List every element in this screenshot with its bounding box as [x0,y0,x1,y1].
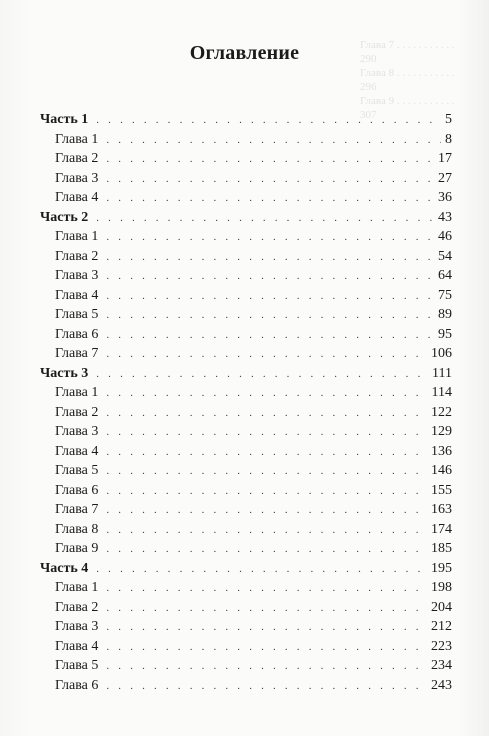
page-title: Оглавление [189,42,300,64]
dot-leader [96,209,434,229]
toc-entry-page-number: 17 [438,151,452,166]
toc-entry-page-number: 46 [438,229,452,244]
toc-chapter-entry [40,676,452,696]
toc-entry-label: Глава 2 [55,404,99,420]
toc-chapter-entry [40,403,452,423]
toc-chapter-entry [40,325,452,345]
dot-leader [106,677,427,697]
dot-leader [106,150,434,170]
toc-entry-page-number: 106 [431,346,452,361]
toc-entry-label: Глава 7 [55,502,99,517]
toc-entry-page-number: 5 [445,112,452,127]
toc-entry-page-number: 111 [432,365,452,381]
dot-leader [106,345,427,365]
toc-entry-page-number: 95 [438,326,452,342]
toc-chapter-entry [40,520,452,540]
toc-entry-page-number: 27 [438,170,452,186]
toc-entry-label: Глава 1 [55,229,99,244]
toc-chapter-entry [40,383,452,403]
dot-leader [106,599,427,619]
toc-part-entry [40,364,452,384]
toc-entry-page-number: 8 [445,131,452,147]
toc-entry-label: Часть 4 [40,560,89,576]
dot-leader [106,423,427,443]
toc-entry-page-number: 223 [431,638,452,654]
dot-leader [96,560,427,580]
toc-entry-label: Глава 1 [55,131,99,147]
dot-leader [106,501,427,521]
toc-chapter-entry [40,130,452,150]
toc-entry-page-number: 64 [438,268,452,283]
toc-chapter-entry [40,598,452,618]
toc-entry-page-number: 195 [431,560,452,576]
dot-leader [106,618,427,638]
toc-chapter-entry [40,247,452,267]
toc-entry-page-number: 129 [431,424,452,439]
toc-chapter-entry [40,305,452,325]
toc-entry-label: Глава 3 [55,170,99,186]
dot-leader [106,248,434,268]
table-of-contents [40,110,452,695]
dot-leader [106,384,427,404]
dot-leader [106,638,427,658]
toc-chapter-entry [40,227,452,247]
toc-entry-label: Глава 2 [55,248,99,264]
toc-entry-label: Часть 3 [40,365,89,381]
toc-entry-label: Глава 4 [55,638,99,654]
toc-chapter-entry [40,188,452,208]
dot-leader [106,287,434,307]
toc-entry-label: Глава 5 [55,307,99,322]
dot-leader [106,189,434,209]
toc-entry-page-number: 155 [431,482,452,498]
toc-part-entry [40,559,452,579]
toc-entry-page-number: 146 [431,463,452,478]
toc-entry-label: Глава 6 [55,482,99,498]
toc-chapter-entry [40,442,452,462]
toc-chapter-entry [40,344,452,364]
toc-chapter-entry [40,266,452,286]
toc-entry-label: Часть 2 [40,209,89,225]
toc-entry-label: Глава 4 [55,190,99,205]
toc-chapter-entry [40,481,452,501]
toc-entry-page-number: 163 [431,502,452,517]
toc-entry-page-number: 36 [438,190,452,205]
toc-entry-label: Глава 2 [55,151,99,166]
dot-leader [106,326,434,346]
toc-entry-page-number: 122 [431,404,452,420]
toc-entry-label: Глава 7 [55,346,99,361]
toc-entry-label: Часть 1 [40,112,89,127]
toc-entry-label: Глава 3 [55,619,99,634]
toc-entry-page-number: 212 [431,619,452,634]
toc-entry-label: Глава 4 [55,443,99,459]
toc-chapter-entry [40,637,452,657]
dot-leader [106,267,434,287]
dot-leader [106,170,434,190]
toc-entry-label: Глава 5 [55,658,99,673]
toc-chapter-entry [40,539,452,559]
toc-entry-label: Глава 1 [55,385,99,400]
dot-leader [106,228,434,248]
toc-chapter-entry [40,578,452,598]
toc-entry-page-number: 234 [431,658,452,673]
dot-leader [96,365,428,385]
show-through-text: Глава 7 . . . . . . . . . . . 290 Глава 8 . . . . . . . . . . . 296 Глава 9 . . . . . . . . . . . 307 [360,39,455,121]
toc-entry-label: Глава 6 [55,326,99,342]
toc-entry-label: Глава 8 [55,521,99,537]
dot-leader [106,657,427,677]
toc-part-entry [40,110,452,130]
dot-leader [96,111,441,131]
toc-chapter-entry [40,169,452,189]
toc-entry-label: Глава 6 [55,677,99,693]
toc-entry-page-number: 54 [438,248,452,264]
dot-leader [106,306,434,326]
toc-entry-page-number: 43 [438,209,452,225]
dot-leader [106,443,427,463]
dot-leader [106,482,427,502]
toc-chapter-entry [40,617,452,637]
toc-chapter-entry [40,422,452,442]
toc-entry-label: Глава 9 [55,541,99,556]
toc-entry-page-number: 136 [431,443,452,459]
toc-entry-label: Глава 5 [55,463,99,478]
toc-entry-label: Глава 3 [55,424,99,439]
toc-entry-page-number: 89 [438,307,452,322]
toc-entry-page-number: 243 [431,677,452,693]
toc-part-entry [40,208,452,228]
toc-entry-page-number: 204 [431,599,452,615]
toc-entry-page-number: 75 [438,287,452,303]
toc-entry-page-number: 198 [431,580,452,595]
dot-leader [106,521,427,541]
dot-leader [106,579,427,599]
dot-leader [106,540,427,560]
toc-entry-label: Глава 3 [55,268,99,283]
toc-entry-page-number: 174 [431,521,452,537]
toc-entry-page-number: 114 [431,385,452,400]
toc-chapter-entry [40,656,452,676]
dot-leader [106,462,427,482]
toc-entry-page-number: 185 [431,541,452,556]
toc-entry-label: Глава 4 [55,287,99,303]
toc-entry-label: Глава 2 [55,599,99,615]
dot-leader [106,131,441,151]
toc-chapter-entry [40,461,452,481]
toc-chapter-entry [40,149,452,169]
toc-chapter-entry [40,500,452,520]
toc-entry-label: Глава 1 [55,580,99,595]
dot-leader [106,404,427,424]
toc-chapter-entry [40,286,452,306]
